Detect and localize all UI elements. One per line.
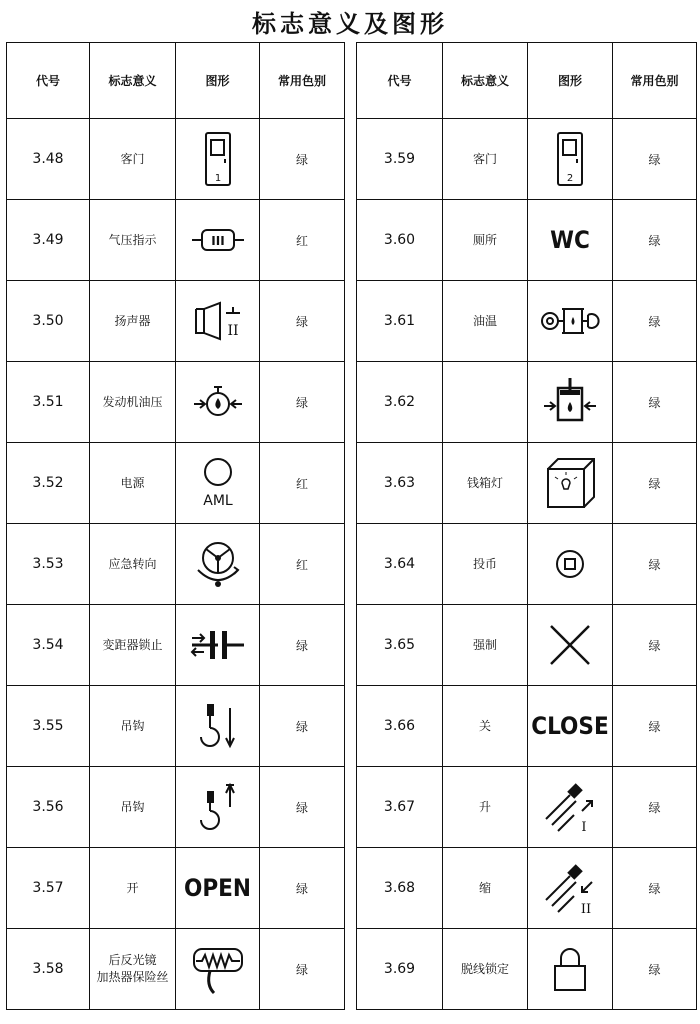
door-number: 2 bbox=[566, 173, 574, 184]
open-text-icon bbox=[176, 848, 260, 929]
row-color: 绿 bbox=[613, 524, 697, 605]
row-color: 绿 bbox=[613, 929, 697, 1010]
header-color: 常用色别 bbox=[260, 43, 345, 119]
row-code: 3.67 bbox=[357, 767, 443, 848]
header-symbol: 图形 bbox=[528, 43, 613, 119]
retract-label: II bbox=[580, 902, 592, 916]
raise-label: I bbox=[581, 820, 587, 835]
open-label: OPEN bbox=[184, 874, 251, 902]
row-color: 红 bbox=[260, 443, 345, 524]
header-code: 代号 bbox=[7, 43, 90, 119]
close-label: CLOSE bbox=[531, 712, 609, 740]
row-code: 3.55 bbox=[7, 686, 90, 767]
row-meaning: 变距器锁止 bbox=[90, 605, 176, 686]
row-code: 3.49 bbox=[7, 200, 90, 281]
table-row bbox=[357, 605, 697, 686]
row-color: 绿 bbox=[260, 686, 345, 767]
row-code: 3.51 bbox=[7, 362, 90, 443]
row-meaning: 气压指示 bbox=[90, 200, 176, 281]
row-color: 红 bbox=[260, 524, 345, 605]
table-row bbox=[357, 929, 697, 1010]
row-meaning: 强制 bbox=[443, 605, 528, 686]
table-row bbox=[7, 767, 345, 848]
wc-icon bbox=[528, 200, 613, 281]
table-header-row bbox=[357, 43, 697, 119]
mirror-heater-fuse-icon bbox=[176, 929, 260, 1010]
door-number: 1 bbox=[214, 173, 221, 184]
row-meaning: 应急转向 bbox=[90, 524, 176, 605]
table-row bbox=[7, 524, 345, 605]
table-row bbox=[357, 119, 697, 200]
symbol-table-left bbox=[6, 42, 345, 1010]
row-code: 3.54 bbox=[7, 605, 90, 686]
row-code: 3.56 bbox=[7, 767, 90, 848]
speaker-icon bbox=[176, 281, 260, 362]
door-2-icon bbox=[528, 119, 613, 200]
row-meaning: 脱线锁定 bbox=[443, 929, 528, 1010]
cylinder-icon bbox=[528, 362, 613, 443]
door-1-icon bbox=[176, 119, 260, 200]
table-row bbox=[357, 362, 697, 443]
row-meaning: 客门 bbox=[90, 119, 176, 200]
table-row bbox=[7, 929, 345, 1010]
raise-icon bbox=[528, 767, 613, 848]
row-code: 3.62 bbox=[357, 362, 443, 443]
row-code: 3.68 bbox=[357, 848, 443, 929]
table-row bbox=[357, 281, 697, 362]
row-color: 绿 bbox=[260, 281, 345, 362]
row-color: 绿 bbox=[613, 200, 697, 281]
row-color: 绿 bbox=[260, 605, 345, 686]
row-color: 红 bbox=[260, 200, 345, 281]
row-color: 绿 bbox=[613, 848, 697, 929]
row-meaning: 投币 bbox=[443, 524, 528, 605]
row-color: 绿 bbox=[613, 362, 697, 443]
row-code: 3.52 bbox=[7, 443, 90, 524]
row-meaning: 电源 bbox=[90, 443, 176, 524]
header-meaning: 标志意义 bbox=[443, 43, 528, 119]
table-row bbox=[7, 200, 345, 281]
engine-oil-pressure-icon bbox=[176, 362, 260, 443]
power-source-icon bbox=[176, 443, 260, 524]
row-meaning: 厕所 bbox=[443, 200, 528, 281]
row-meaning: 客门 bbox=[443, 119, 528, 200]
table-row bbox=[357, 200, 697, 281]
row-color: 绿 bbox=[613, 686, 697, 767]
emergency-steering-icon bbox=[176, 524, 260, 605]
oil-temperature-icon bbox=[528, 281, 613, 362]
row-meaning: 开 bbox=[90, 848, 176, 929]
page-title: 标志意义及图形 bbox=[252, 10, 448, 38]
row-code: 3.63 bbox=[357, 443, 443, 524]
row-meaning: 油温 bbox=[443, 281, 528, 362]
table-row bbox=[7, 281, 345, 362]
row-code: 3.66 bbox=[357, 686, 443, 767]
row-code: 3.50 bbox=[7, 281, 90, 362]
row-code: 3.58 bbox=[7, 929, 90, 1010]
row-code: 3.61 bbox=[357, 281, 443, 362]
row-code: 3.65 bbox=[357, 605, 443, 686]
row-meaning: 吊钩 bbox=[90, 686, 176, 767]
table-row bbox=[357, 848, 697, 929]
row-meaning bbox=[443, 362, 528, 443]
row-meaning: 吊钩 bbox=[90, 767, 176, 848]
row-code: 3.59 bbox=[357, 119, 443, 200]
header-symbol: 图形 bbox=[176, 43, 260, 119]
coin-insert-icon bbox=[528, 524, 613, 605]
row-color: 绿 bbox=[260, 848, 345, 929]
power-label: AML bbox=[202, 493, 233, 509]
table-row bbox=[357, 443, 697, 524]
table-row bbox=[7, 119, 345, 200]
row-color: 绿 bbox=[613, 119, 697, 200]
row-color: 绿 bbox=[260, 362, 345, 443]
table-row bbox=[7, 686, 345, 767]
hook-down-icon bbox=[176, 686, 260, 767]
table-row bbox=[7, 605, 345, 686]
converter-lock-icon bbox=[176, 605, 260, 686]
wc-label: WC bbox=[550, 226, 590, 254]
table-header-row bbox=[7, 43, 345, 119]
override-icon bbox=[528, 605, 613, 686]
row-meaning: 发动机油压 bbox=[90, 362, 176, 443]
row-color: 绿 bbox=[613, 443, 697, 524]
retract-icon bbox=[528, 848, 613, 929]
row-code: 3.53 bbox=[7, 524, 90, 605]
row-color: 绿 bbox=[613, 281, 697, 362]
symbol-table-right bbox=[356, 42, 697, 1010]
table-row bbox=[357, 767, 697, 848]
table-row bbox=[7, 848, 345, 929]
row-code: 3.69 bbox=[357, 929, 443, 1010]
row-code: 3.64 bbox=[357, 524, 443, 605]
table-row bbox=[357, 524, 697, 605]
row-code: 3.57 bbox=[7, 848, 90, 929]
row-color: 绿 bbox=[613, 605, 697, 686]
table-row bbox=[357, 686, 697, 767]
row-color: 绿 bbox=[260, 119, 345, 200]
table-row bbox=[7, 362, 345, 443]
cash-box-light-icon bbox=[528, 443, 613, 524]
row-meaning: 关 bbox=[443, 686, 528, 767]
row-color: 绿 bbox=[613, 767, 697, 848]
table-row bbox=[7, 443, 345, 524]
close-text-icon bbox=[528, 686, 613, 767]
row-meaning: 扬声器 bbox=[90, 281, 176, 362]
row-code: 3.48 bbox=[7, 119, 90, 200]
row-meaning: 后反光镜 加热器保险丝 bbox=[90, 929, 176, 1010]
speaker-label: II bbox=[226, 323, 239, 339]
row-color: 绿 bbox=[260, 929, 345, 1010]
header-meaning: 标志意义 bbox=[90, 43, 176, 119]
air-pressure-icon bbox=[176, 200, 260, 281]
row-meaning: 升 bbox=[443, 767, 528, 848]
header-code: 代号 bbox=[357, 43, 443, 119]
row-code: 3.60 bbox=[357, 200, 443, 281]
pressure-label: III bbox=[210, 234, 225, 248]
hook-up-icon bbox=[176, 767, 260, 848]
row-meaning: 钱箱灯 bbox=[443, 443, 528, 524]
row-meaning: 缩 bbox=[443, 848, 528, 929]
lock-icon bbox=[528, 929, 613, 1010]
header-color: 常用色别 bbox=[613, 43, 697, 119]
row-color: 绿 bbox=[260, 767, 345, 848]
